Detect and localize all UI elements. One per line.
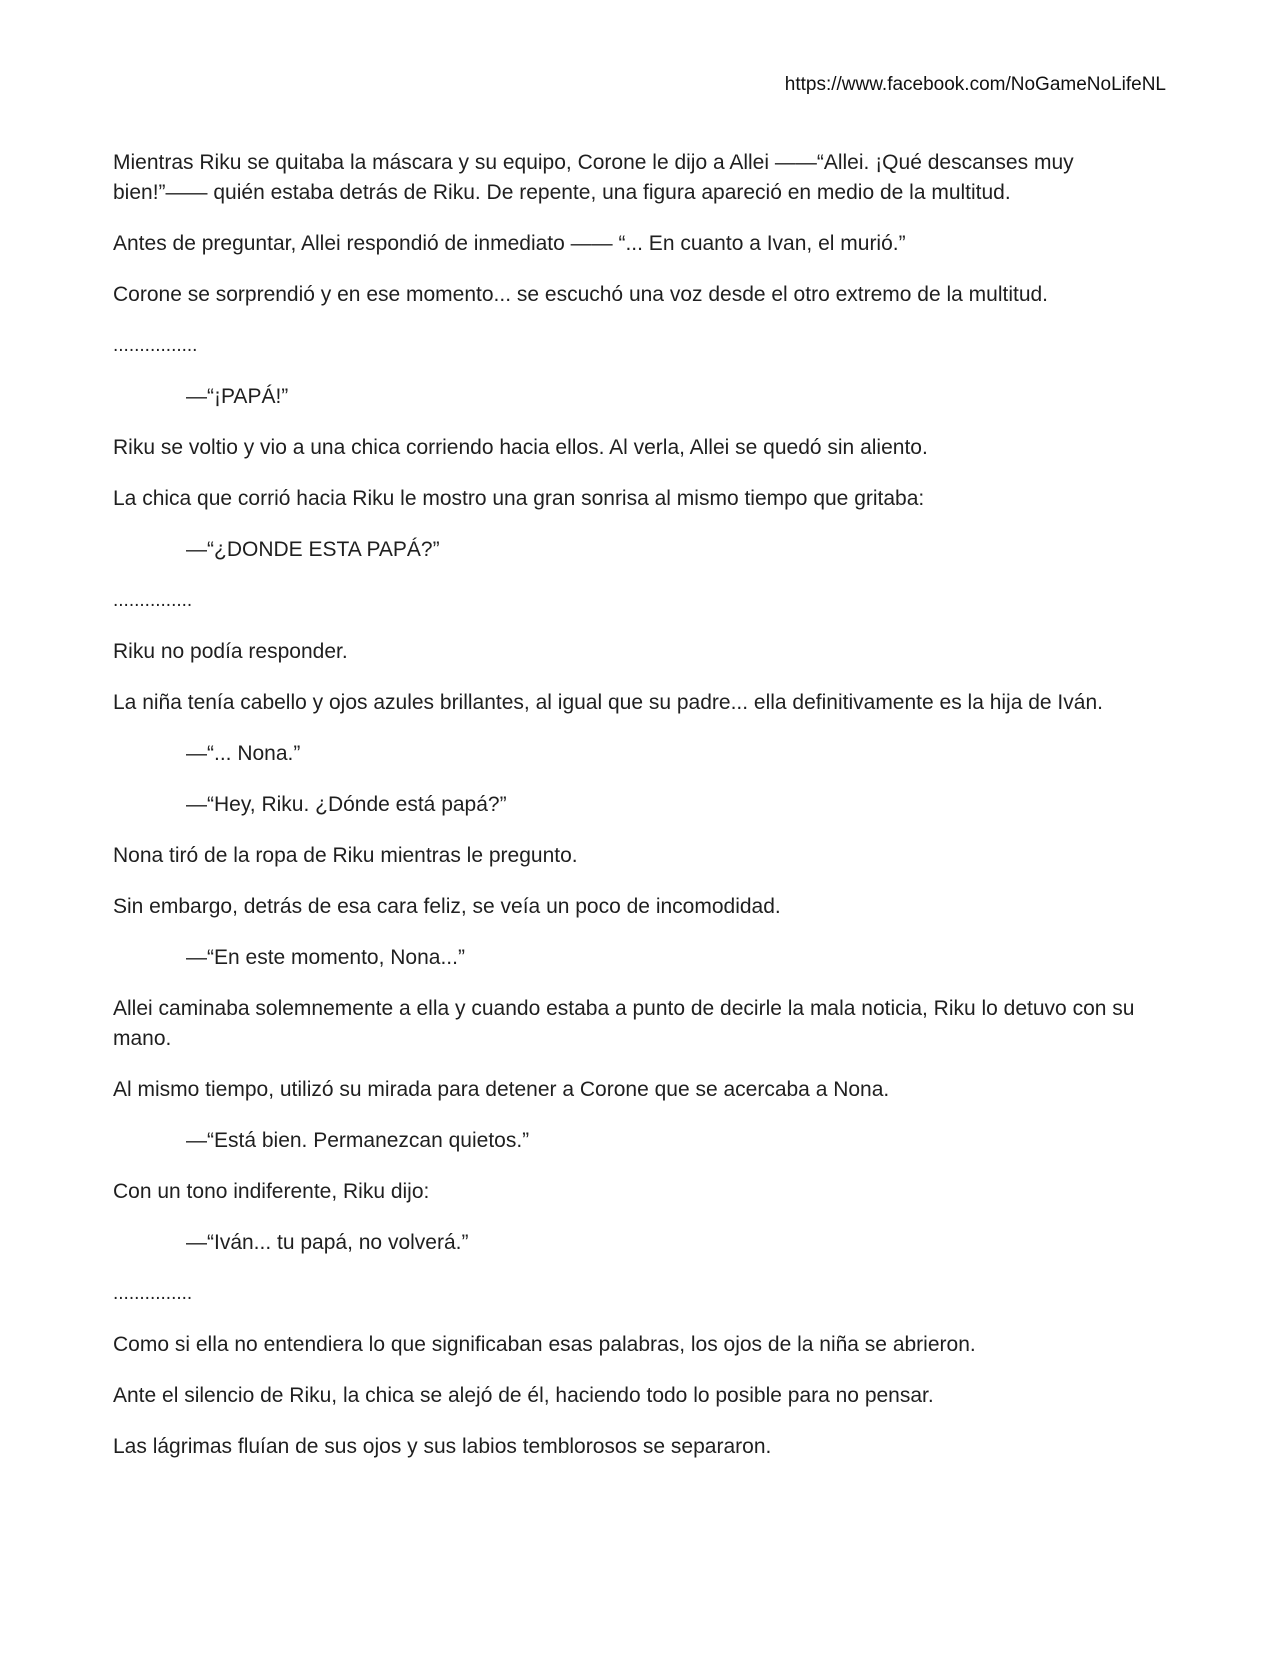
paragraph-4: Riku se voltio y vio a una chica corriendo hacia ellos. Al verla, Allei se quedó sin aliento.	[113, 436, 928, 459]
paragraph-14: Ante el silencio de Riku, la chica se alejó de él, haciendo todo lo posible para no pensar.	[113, 1384, 934, 1407]
dialogue-line-7: —“Iván... tu papá, no volverá.”	[186, 1231, 469, 1254]
paragraph-10: Allei caminaba solemnemente a ella y cuando estaba a punto de decirle la mala noticia, Riku lo detuvo con su mano.	[113, 997, 1135, 1050]
scene-break-3: ...............	[113, 1283, 193, 1304]
document-body	[113, 148, 1173, 1483]
dialogue-line-2: —“¿DONDE ESTA PAPÁ?”	[186, 538, 440, 561]
dialogue-line-6: —“Está bien. Permanezcan quietos.”	[186, 1129, 530, 1152]
paragraph-5: La chica que corrió hacia Riku le mostro una gran sonrisa al mismo tiempo que gritaba:	[113, 487, 925, 510]
paragraph-1: Mientras Riku se quitaba la máscara y su equipo, Corone le dijo a Allei ——“Allei. ¡Qué descanses muy bien!”—— quién estaba detrás de Riku. De repente, una figura apareció en medio de la multitud.	[113, 151, 1074, 204]
paragraph-15: Las lágrimas fluían de sus ojos y sus labios temblorosos se separaron.	[113, 1435, 772, 1458]
dialogue-line-3: —“... Nona.”	[186, 742, 301, 765]
dialogue-line-1: —“¡PAPÁ!”	[186, 385, 289, 408]
paragraph-3: Corone se sorprendió y en ese momento... se escuchó una voz desde el otro extremo de la multitud.	[113, 283, 1049, 306]
scene-break-1: ................	[113, 335, 198, 356]
header-url: https://www.facebook.com/NoGameNoLifeNL	[784, 74, 1166, 95]
paragraph-8: Nona tiró de la ropa de Riku mientras le pregunto.	[113, 844, 578, 867]
paragraph-2: Antes de preguntar, Allei respondió de inmediato —— “... En cuanto a Ivan, el murió.”	[113, 232, 906, 255]
dialogue-line-5: —“En este momento, Nona...”	[186, 946, 465, 969]
paragraph-7: La niña tenía cabello y ojos azules brillantes, al igual que su padre... ella definitivamente es la hija de Iván.	[113, 691, 1103, 714]
paragraph-9: Sin embargo, detrás de esa cara feliz, se veía un poco de incomodidad.	[113, 895, 781, 918]
dialogue-line-4: —“Hey, Riku. ¿Dónde está papá?”	[186, 793, 507, 816]
paragraph-11: Al mismo tiempo, utilizó su mirada para detener a Corone que se acercaba a Nona.	[113, 1078, 890, 1101]
paragraph-6: Riku no podía responder.	[113, 640, 348, 663]
paragraph-13: Como si ella no entendiera lo que significaban esas palabras, los ojos de la niña se abrieron.	[113, 1333, 976, 1356]
paragraph-12: Con un tono indiferente, Riku dijo:	[113, 1180, 430, 1203]
scene-break-2: ...............	[113, 590, 193, 611]
